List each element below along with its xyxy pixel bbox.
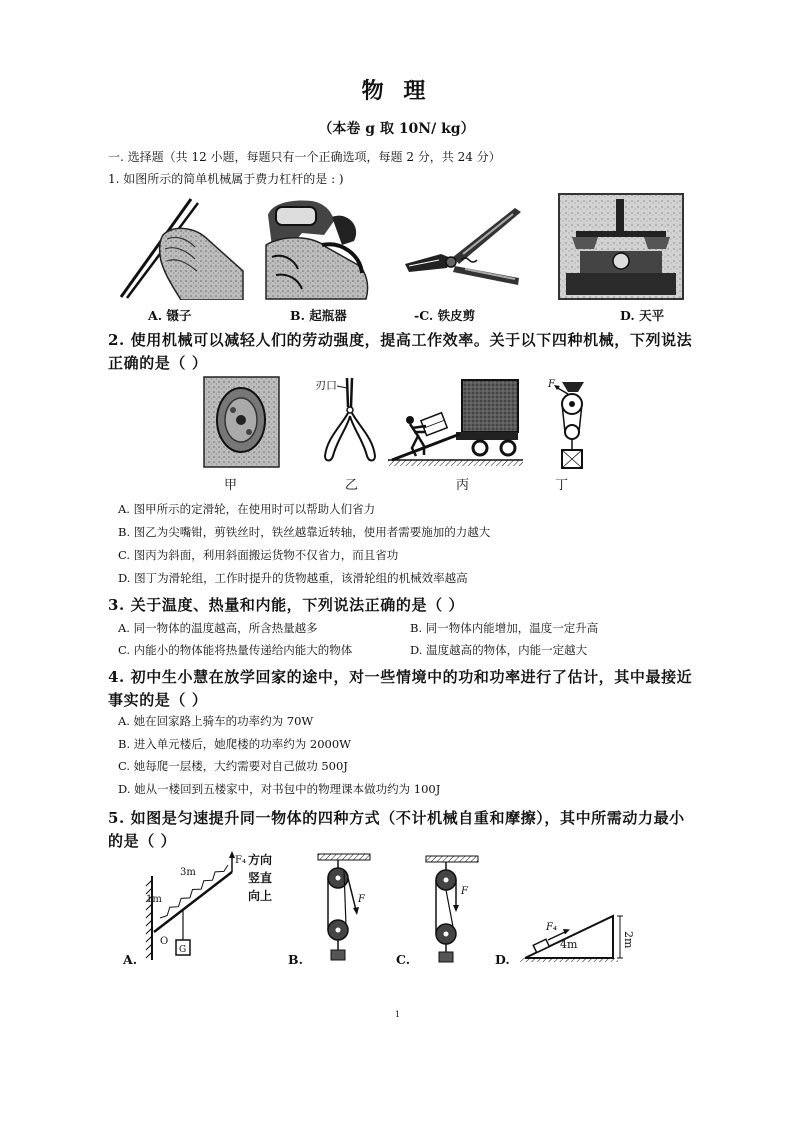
q2-label-ding: 丁: [555, 478, 569, 493]
q5-figure-d-incline: [510, 904, 640, 964]
pivot-label: O: [160, 936, 169, 947]
q1-stem: 1. 如图所示的简单机械属于费力杠杆的是 : ): [108, 172, 344, 186]
q4-option-b: B. 进入单元楼后，她爬楼的功率约为 2000W: [118, 737, 352, 751]
q2-stem-line1: 2. 使用机械可以减轻人们的劳动强度，提高工作效率。关于以下四种机械，下列说法: [108, 331, 693, 349]
length-label: 4m: [560, 938, 578, 951]
q5-stem-line2: 的是（ ）: [108, 832, 177, 850]
weight-box: [439, 952, 453, 962]
q1-figure-tweezers: [115, 195, 245, 300]
q5-label-b: B.: [288, 952, 303, 967]
q5-label-c: C.: [396, 952, 411, 967]
q4-option-a: A. 她在回家路上骑车的功率约为 70W: [118, 714, 314, 728]
q3-stem: 3. 关于温度、热量和内能，下列说法正确的是（ ）: [108, 596, 465, 614]
force-label: F₄: [235, 855, 246, 866]
page-title: 物 理: [361, 78, 432, 104]
pliers-note: 刃口: [315, 379, 337, 392]
force-label-b: F: [358, 894, 365, 905]
weight-box: [331, 950, 345, 960]
q5-stem-line1: 5. 如图是匀速提升同一物体的四种方式（不计机械自重和摩擦），其中所需动力最小: [108, 809, 685, 827]
short-arm-label: 1m: [146, 894, 162, 905]
q4-option-c: C. 她每爬一层楼，大约需要对自己做功 500J: [118, 759, 348, 773]
q5-figure-c-pulley: [418, 852, 488, 964]
q1-label-a: A. 镊子: [148, 308, 192, 323]
direction-text-3: 向上: [248, 889, 273, 903]
q2-figure-ramp: [388, 376, 523, 468]
q2-option-d: D. 图丁为滑轮组，工作时提升的货物越重，该滑轮组的机械效率越高: [118, 571, 468, 585]
q4-option-d: D. 她从一楼回到五楼家中，对书包中的物理课本做功约为 100J: [118, 782, 441, 796]
force-label-c: F: [461, 886, 468, 897]
q1-figure-tin-snips: [403, 202, 523, 294]
long-arm-label: 3m: [180, 867, 196, 878]
pulley-force-label: F: [548, 379, 555, 390]
q3-option-c: C. 内能小的物体能将热量传递给内能大的物体: [118, 643, 353, 657]
height-label: 2m: [622, 931, 635, 949]
q3-option-d: D. 温度越高的物体，内能一定越大: [410, 643, 588, 657]
q2-label-yi: 乙: [345, 478, 359, 493]
q1-figure-balance: [558, 193, 684, 300]
q2-option-c: C. 图丙为斜面，利用斜面搬运货物不仅省力，而且省功: [118, 548, 399, 562]
direction-text-2: 竖直: [248, 871, 273, 885]
q1-label-b: B. 起瓶器: [290, 308, 347, 323]
q2-label-bing: 丙: [456, 478, 470, 493]
q1-figure-bottle-opener: [262, 195, 374, 301]
q2-figure-pulley-block: [544, 376, 596, 472]
q2-figure-pliers: [313, 376, 379, 466]
q3-option-a: A. 同一物体的温度越高，所含热量越多: [118, 621, 318, 635]
q3-option-b: B. 同一物体内能增加，温度一定升高: [410, 621, 599, 635]
section-heading: 一. 选择题（共 12 小题，每题只有一个正确选项，每题 2 分，共 24 分）: [108, 150, 501, 164]
page-subtitle: （本卷 g 取 10N/ kg）: [318, 121, 475, 137]
lever-bar: [154, 872, 232, 932]
page-number: 1: [395, 1010, 401, 1019]
force-label-d: F₄: [546, 922, 557, 933]
q5-label-d: D.: [495, 952, 510, 967]
q4-stem-line2: 事实的是（ ）: [108, 691, 208, 709]
q2-option-a: A. 图甲所示的定滑轮，在使用时可以帮助人们省力: [118, 502, 376, 516]
q2-label-jia: 甲: [224, 478, 238, 493]
q2-option-b: B. 图乙为尖嘴钳，剪铁丝时，铁丝越靠近转轴，使用者需要施加的力越大: [118, 525, 491, 539]
weight-label: G: [179, 945, 187, 955]
q1-label-d: D. 天平: [620, 308, 665, 323]
q1-label-c: -C. 铁皮剪: [414, 308, 476, 323]
q5-label-a: A.: [123, 952, 138, 967]
q5-figure-a-lever: [120, 848, 290, 964]
q2-figure-fixed-pulley: [203, 376, 280, 468]
direction-text-1: 方向: [248, 853, 273, 867]
q5-figure-b-pulley: [310, 852, 380, 964]
q2-stem-line2: 正确的是（ ）: [108, 354, 208, 372]
q4-stem-line1: 4. 初中生小慧在放学回家的途中，对一些情境中的功和功率进行了估计，其中最接近: [108, 668, 693, 686]
